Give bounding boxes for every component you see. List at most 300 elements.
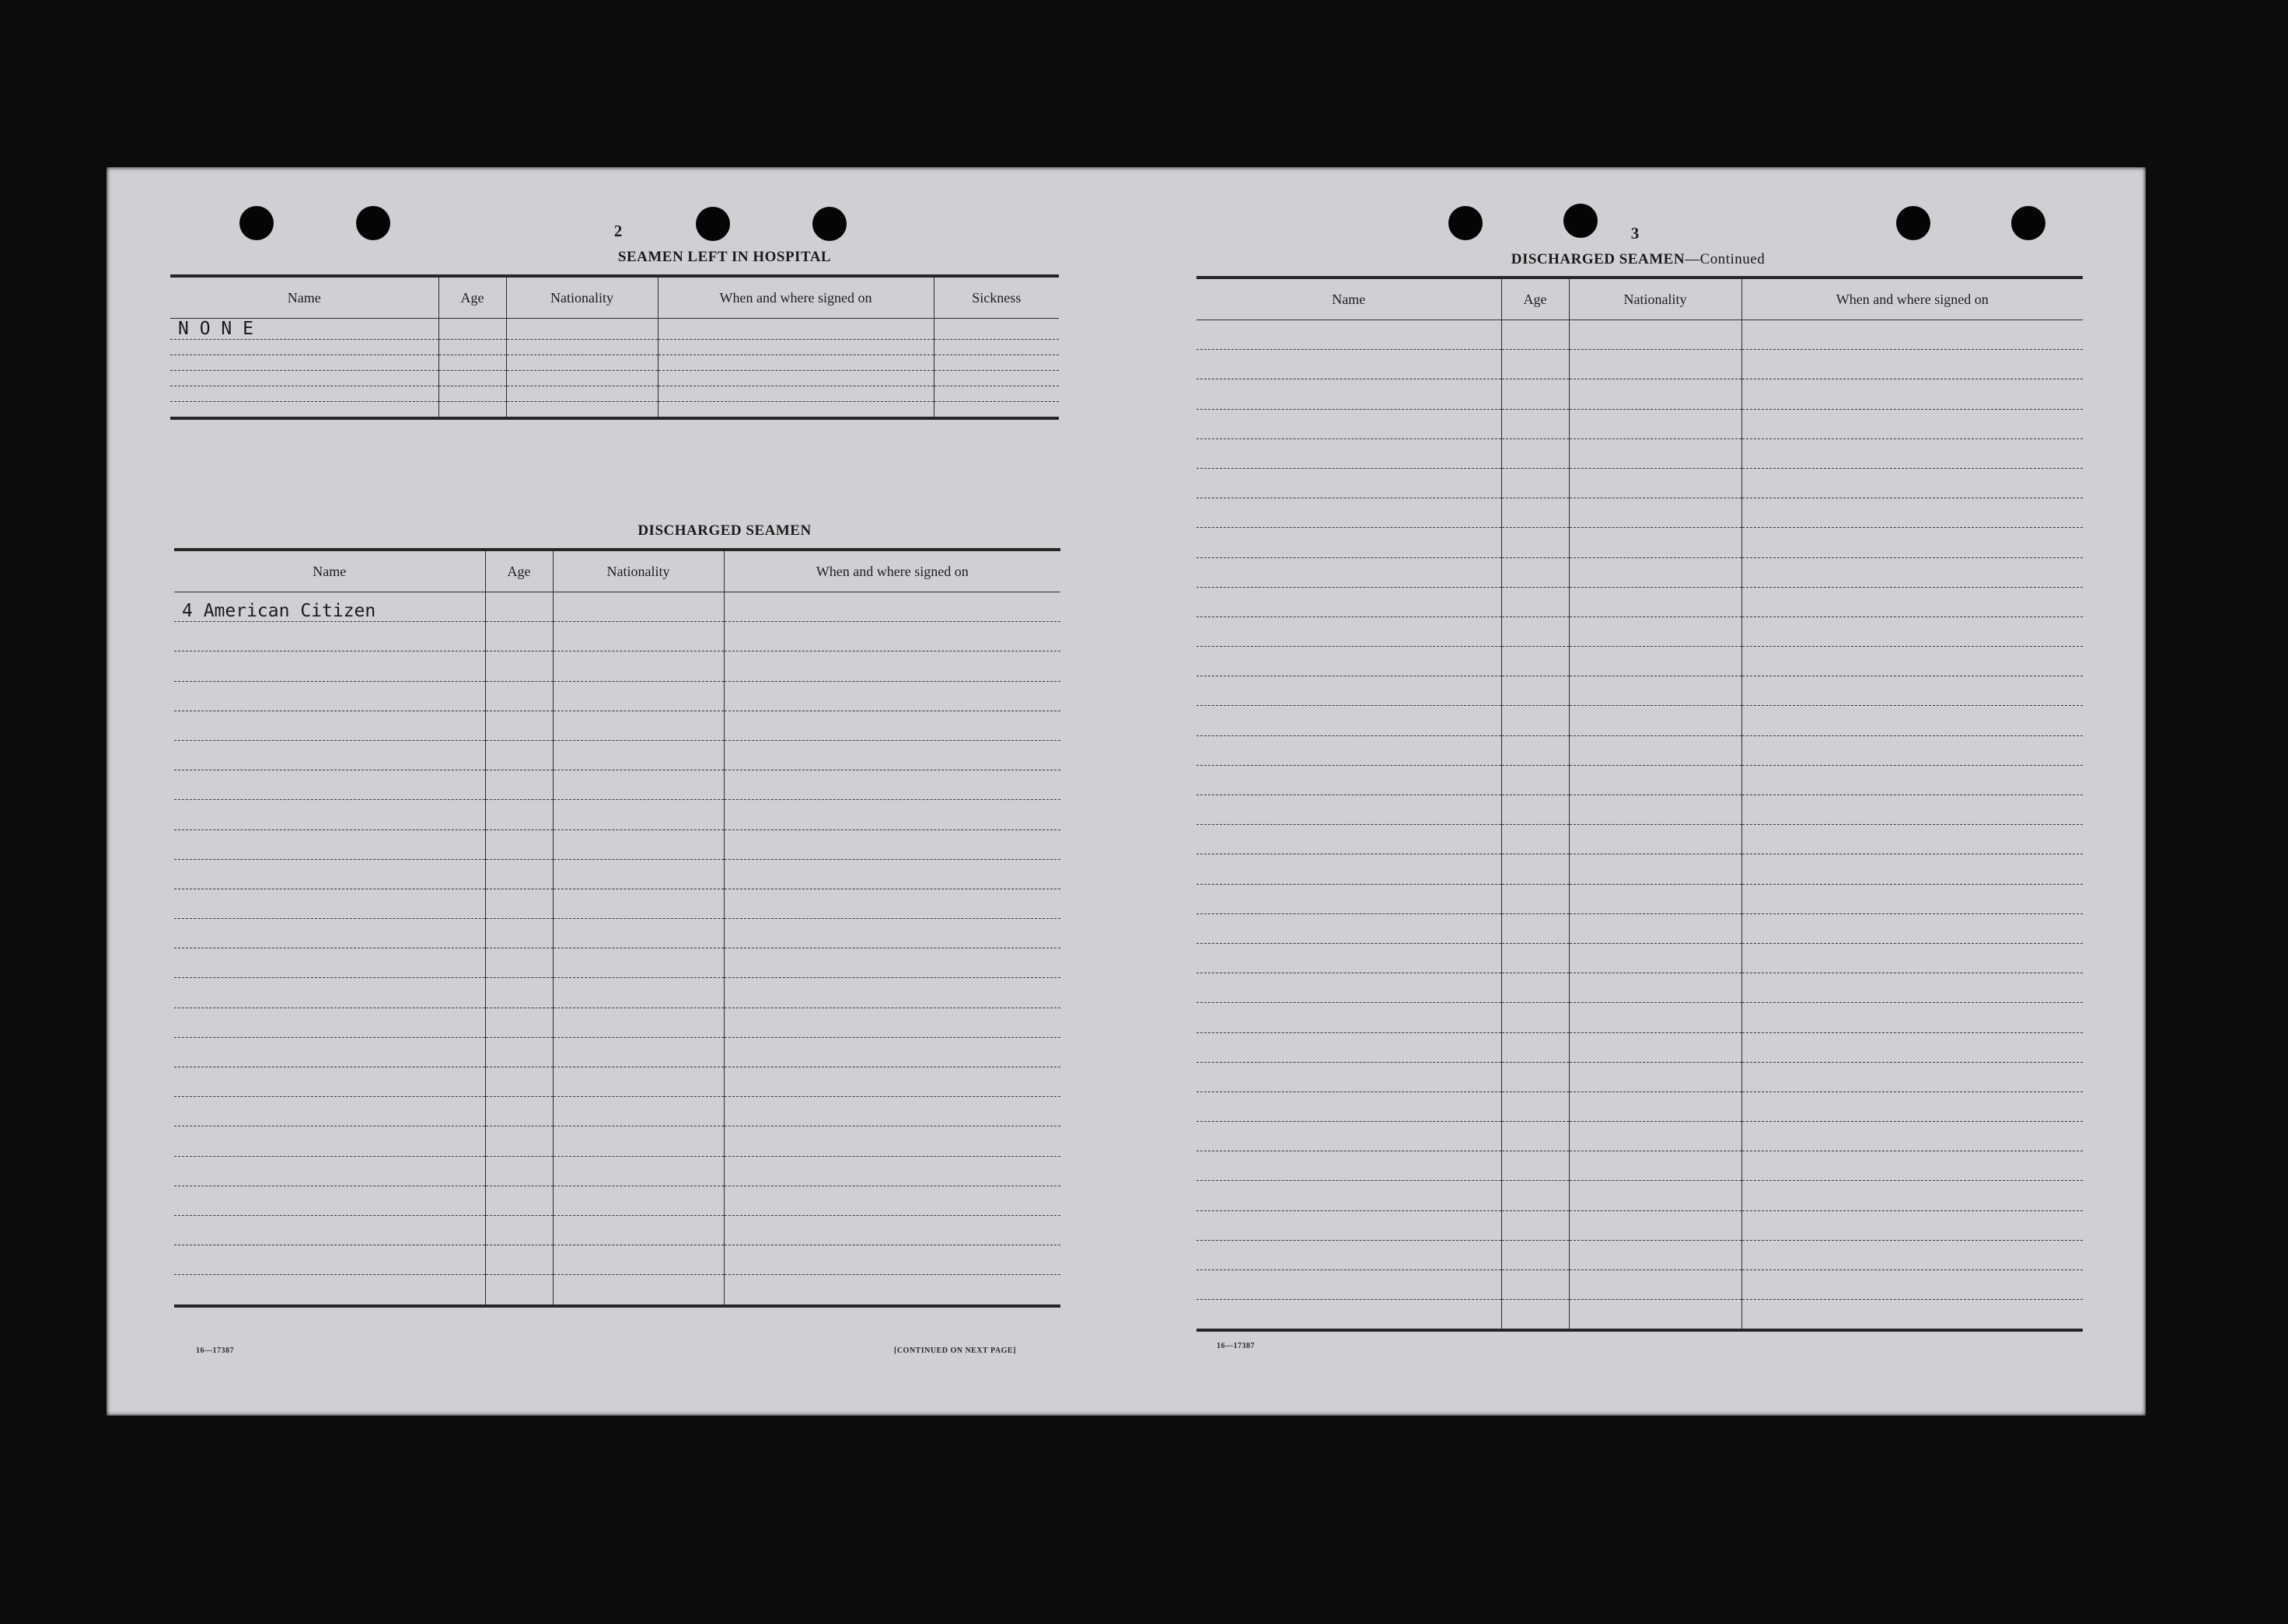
table-cell: [174, 1275, 485, 1304]
table-cell: [1196, 1003, 1501, 1032]
table-row: [174, 1275, 1060, 1304]
table-row: [1196, 498, 2083, 528]
table-row: [1196, 468, 2083, 498]
table-cell: [724, 859, 1060, 889]
table-cell: [724, 681, 1060, 711]
table-cell: [174, 681, 485, 711]
table-row: [174, 622, 1060, 651]
table-row: [170, 402, 1059, 417]
table-cell: [1569, 735, 1741, 765]
table-cell: [1501, 1062, 1569, 1091]
discharged-rows: [174, 592, 1060, 1305]
table-row: [1196, 676, 2083, 706]
table-row: [170, 371, 1059, 386]
table-cell: [1569, 943, 1741, 973]
table-cell: [1196, 350, 1501, 379]
discharged-col-age: Age: [485, 551, 553, 592]
table-cell: [1569, 498, 1741, 528]
table-cell: [174, 711, 485, 740]
discharged-col-name: Name: [174, 551, 485, 592]
table-cell: [485, 978, 553, 1008]
page-number-left: 2: [613, 222, 623, 240]
table-row: [174, 800, 1060, 829]
table-cell: [1741, 1270, 2083, 1300]
table-cell: [1501, 913, 1569, 943]
table-cell: [1501, 1240, 1569, 1270]
discharged-section-title: DISCHARGED SEAMEN: [637, 522, 812, 539]
table-cell: [170, 340, 438, 355]
table-cell: [1501, 795, 1569, 825]
table-row: [174, 948, 1060, 978]
table-row: [1196, 409, 2083, 438]
table-row: [1196, 765, 2083, 795]
table-cell: [724, 1186, 1060, 1215]
table-cell: [1196, 1032, 1501, 1062]
table-cell: [1741, 1032, 2083, 1062]
form-code-left: 16—17387: [196, 1346, 234, 1355]
hospital-rows: [170, 319, 1059, 417]
table-row: [174, 978, 1060, 1008]
table-cell: [1501, 616, 1569, 646]
table-row: [1196, 379, 2083, 409]
continued-rows: [1196, 320, 2083, 1329]
table-cell: [1196, 706, 1501, 735]
table-cell: [1196, 1122, 1501, 1151]
table-cell: [174, 1215, 485, 1245]
table-row: [174, 919, 1060, 948]
table-row: [170, 319, 1059, 340]
table-cell: [485, 829, 553, 859]
hospital-col-signed-on: When and where signed on: [658, 278, 934, 319]
table-cell: [1569, 1210, 1741, 1240]
table-cell: [485, 1008, 553, 1037]
table-row: [1196, 1270, 2083, 1300]
table-cell: [1501, 943, 1569, 973]
table-row: [1196, 706, 2083, 735]
table-cell: [934, 402, 1059, 417]
table-cell: [170, 402, 438, 417]
table-cell: [485, 1126, 553, 1156]
table-cell: [1196, 913, 1501, 943]
table-cell: [1501, 1122, 1569, 1151]
table-cell: [724, 978, 1060, 1008]
table-cell: [1569, 1181, 1741, 1210]
table-cell: [1741, 379, 2083, 409]
table-cell: [438, 355, 506, 371]
table-row: [1196, 557, 2083, 587]
table-cell: [724, 651, 1060, 681]
table-cell: [1569, 1032, 1741, 1062]
table-cell: [658, 371, 934, 386]
table-cell: [1501, 735, 1569, 765]
table-row: [1196, 1300, 2083, 1329]
table-cell: [1501, 1210, 1569, 1240]
table-cell: [724, 1097, 1060, 1126]
table-row: [174, 889, 1060, 918]
table-cell: [553, 1097, 724, 1126]
table-row: [1196, 884, 2083, 913]
table-cell: [1196, 735, 1501, 765]
table-cell: [1569, 854, 1741, 884]
table-cell: [1569, 557, 1741, 587]
table-cell: [174, 978, 485, 1008]
table-cell: [724, 1215, 1060, 1245]
table-cell: [1741, 973, 2083, 1003]
table-cell: [1501, 973, 1569, 1003]
table-cell: [174, 919, 485, 948]
hospital-col-age: Age: [438, 278, 506, 319]
table-cell: [553, 1156, 724, 1186]
table-cell: [553, 1008, 724, 1037]
table-cell: [485, 651, 553, 681]
table-cell: [553, 681, 724, 711]
table-cell: [1196, 825, 1501, 854]
continued-col-nationality: Nationality: [1569, 279, 1741, 320]
table-cell: [553, 711, 724, 740]
table-cell: [1196, 528, 1501, 557]
table-cell: [485, 1245, 553, 1275]
table-cell: [1501, 1181, 1569, 1210]
table-cell: N O N E: [170, 319, 438, 340]
table-cell: [1501, 676, 1569, 706]
table-cell: [1569, 913, 1741, 943]
table-cell: [1569, 825, 1741, 854]
table-row: [1196, 973, 2083, 1003]
continued-col-name: Name: [1196, 279, 1501, 320]
table-cell: [174, 1186, 485, 1215]
table-cell: [1741, 676, 2083, 706]
table-cell: [724, 711, 1060, 740]
table-cell: [485, 740, 553, 770]
table-cell: [174, 1008, 485, 1037]
table-cell: [1569, 1062, 1741, 1091]
table-cell: [553, 1037, 724, 1067]
table-cell: [1741, 825, 2083, 854]
table-row: [1196, 1032, 2083, 1062]
table-cell: [485, 859, 553, 889]
table-cell: [1741, 320, 2083, 350]
table-cell: [658, 340, 934, 355]
table-cell: [1501, 1270, 1569, 1300]
table-cell: [724, 919, 1060, 948]
table-row: [174, 1126, 1060, 1156]
table-cell: [553, 592, 724, 622]
table-cell: [1501, 320, 1569, 350]
table-row: [1196, 735, 2083, 765]
table-row: [174, 1067, 1060, 1097]
table-cell: [1196, 884, 1501, 913]
table-cell: [724, 592, 1060, 622]
hospital-section-title: SEAMEN LEFT IN HOSPITAL: [617, 249, 832, 265]
table-cell: [485, 770, 553, 800]
discharged-col-signed-on: When and where signed on: [724, 551, 1060, 592]
table-cell: 4 American Citizen: [174, 592, 485, 622]
table-row: [174, 770, 1060, 800]
table-cell: [1501, 884, 1569, 913]
continued-title-main: DISCHARGED SEAMEN: [1511, 251, 1685, 267]
table-cell: [724, 1275, 1060, 1304]
table-cell: [1569, 676, 1741, 706]
table-cell: [485, 1186, 553, 1215]
table-row: [174, 1156, 1060, 1186]
table-cell: [1501, 854, 1569, 884]
table-row: [1196, 350, 2083, 379]
table-cell: [485, 948, 553, 978]
table-cell: [1741, 795, 2083, 825]
continued-section-title: [1444, 251, 1832, 268]
table-cell: [553, 770, 724, 800]
table-cell: [485, 919, 553, 948]
table-cell: [1741, 1062, 2083, 1091]
table-cell: [438, 319, 506, 340]
table-row: [174, 1245, 1060, 1275]
continued-col-age: Age: [1501, 279, 1569, 320]
table-cell: [485, 1067, 553, 1097]
table-cell: [553, 800, 724, 829]
punch-hole-5: [1448, 206, 1483, 240]
table-cell: [1741, 1181, 2083, 1210]
table-cell: [553, 651, 724, 681]
table-cell: [1196, 1240, 1501, 1270]
table-cell: [1501, 350, 1569, 379]
table-cell: [1741, 468, 2083, 498]
table-cell: [1501, 498, 1569, 528]
table-cell: [1501, 1151, 1569, 1181]
table-cell: [1569, 379, 1741, 409]
punch-hole-7: [1896, 206, 1930, 240]
table-cell: [174, 1097, 485, 1126]
hospital-col-name: Name: [170, 278, 438, 319]
table-cell: [174, 622, 485, 651]
table-cell: [1569, 1240, 1741, 1270]
table-cell: [438, 386, 506, 402]
table-cell: [1741, 1122, 2083, 1151]
table-cell: [1501, 468, 1569, 498]
table-cell: [553, 1275, 724, 1304]
table-cell: [1501, 409, 1569, 438]
continued-title-suffix: —Continued: [1685, 251, 1766, 267]
table-cell: [1196, 1210, 1501, 1240]
table-row: [174, 681, 1060, 711]
table-row: [1196, 825, 2083, 854]
table-cell: [485, 1275, 553, 1304]
table-cell: [1501, 1091, 1569, 1121]
table-cell: [1741, 913, 2083, 943]
table-cell: [1741, 438, 2083, 468]
table-cell: [1196, 616, 1501, 646]
table-cell: [1196, 379, 1501, 409]
table-cell: [1569, 320, 1741, 350]
table-cell: [1501, 647, 1569, 676]
table-cell: [174, 651, 485, 681]
discharged-table: [174, 548, 1060, 1308]
table-cell: [485, 622, 553, 651]
table-cell: [174, 829, 485, 859]
table-cell: [485, 1037, 553, 1067]
table-row: [174, 711, 1060, 740]
table-cell: [1501, 1032, 1569, 1062]
table-cell: [658, 402, 934, 417]
table-cell: [485, 1097, 553, 1126]
table-cell: [1741, 1300, 2083, 1329]
table-cell: [553, 919, 724, 948]
table-cell: [438, 402, 506, 417]
table-cell: [1741, 498, 2083, 528]
table-cell: [1569, 1122, 1741, 1151]
table-cell: [1569, 1300, 1741, 1329]
table-cell: [1196, 854, 1501, 884]
table-cell: [174, 800, 485, 829]
table-row: [1196, 587, 2083, 616]
table-cell: [934, 340, 1059, 355]
table-row: [1196, 320, 2083, 350]
page-number-right: 3: [1630, 224, 1640, 243]
table-cell: [1569, 1151, 1741, 1181]
table-cell: [1196, 647, 1501, 676]
table-cell: [553, 859, 724, 889]
table-cell: [724, 948, 1060, 978]
table-cell: [1569, 647, 1741, 676]
table-cell: [174, 859, 485, 889]
table-cell: [553, 1067, 724, 1097]
table-cell: [1196, 676, 1501, 706]
table-row: [174, 740, 1060, 770]
table-cell: [724, 1037, 1060, 1067]
table-cell: [1569, 409, 1741, 438]
table-cell: [1741, 409, 2083, 438]
table-cell: [506, 355, 658, 371]
punch-hole-2: [356, 206, 390, 240]
table-row: [174, 1097, 1060, 1126]
table-cell: [506, 371, 658, 386]
table-cell: [1569, 765, 1741, 795]
table-cell: [553, 740, 724, 770]
table-row: [1196, 1003, 2083, 1032]
table-row: [1196, 913, 2083, 943]
table-cell: [1196, 320, 1501, 350]
table-cell: [1741, 1003, 2083, 1032]
table-cell: [1569, 438, 1741, 468]
continued-col-signed-on: When and where signed on: [1741, 279, 2083, 320]
table-row: [1196, 528, 2083, 557]
table-cell: [1741, 706, 2083, 735]
table-cell: [1501, 825, 1569, 854]
table-cell: [1196, 1151, 1501, 1181]
form-sheet: [107, 167, 2146, 1416]
table-cell: [1741, 1151, 2083, 1181]
punch-hole-3: [696, 207, 730, 241]
punch-hole-1: [239, 206, 274, 240]
table-row: [1196, 1210, 2083, 1240]
table-cell: [1196, 795, 1501, 825]
table-cell: [553, 978, 724, 1008]
table-cell: [658, 319, 934, 340]
table-cell: [1569, 795, 1741, 825]
table-cell: [724, 1245, 1060, 1275]
discharged-col-nationality: Nationality: [553, 551, 724, 592]
table-cell: [1741, 943, 2083, 973]
table-cell: [1196, 587, 1501, 616]
table-cell: [934, 371, 1059, 386]
punch-hole-6: [1563, 204, 1598, 238]
table-cell: [1741, 350, 2083, 379]
table-row: [174, 1186, 1060, 1215]
table-cell: [1501, 1300, 1569, 1329]
table-cell: [724, 1067, 1060, 1097]
table-row: [1196, 1151, 2083, 1181]
table-cell: [934, 355, 1059, 371]
table-cell: [1196, 1181, 1501, 1210]
table-row: [1196, 647, 2083, 676]
table-cell: [553, 1186, 724, 1215]
table-row: [174, 592, 1060, 622]
table-row: [1196, 795, 2083, 825]
table-cell: [724, 800, 1060, 829]
table-row: [1196, 854, 2083, 884]
table-cell: [174, 1126, 485, 1156]
table-cell: [934, 386, 1059, 402]
table-cell: [174, 740, 485, 770]
table-row: [174, 829, 1060, 859]
table-cell: [1569, 587, 1741, 616]
table-cell: [1741, 884, 2083, 913]
table-cell: [1569, 1270, 1741, 1300]
table-cell: [553, 1215, 724, 1245]
table-row: [174, 1037, 1060, 1067]
table-cell: [438, 340, 506, 355]
hospital-col-sickness: Sickness: [934, 278, 1059, 319]
table-cell: [1196, 1300, 1501, 1329]
table-cell: [553, 1245, 724, 1275]
table-cell: [174, 1067, 485, 1097]
table-cell: [485, 1156, 553, 1186]
table-row: [1196, 1122, 2083, 1151]
table-cell: [934, 319, 1059, 340]
table-cell: [553, 948, 724, 978]
table-cell: [1196, 1091, 1501, 1121]
table-row: [174, 1008, 1060, 1037]
table-cell: [174, 889, 485, 918]
table-cell: [553, 622, 724, 651]
table-row: [1196, 1062, 2083, 1091]
table-cell: [658, 355, 934, 371]
table-row: [174, 1215, 1060, 1245]
table-cell: [1196, 557, 1501, 587]
table-cell: [1196, 973, 1501, 1003]
table-row: [170, 386, 1059, 402]
table-cell: [1501, 1003, 1569, 1032]
table-row: [170, 355, 1059, 371]
table-cell: [724, 770, 1060, 800]
table-cell: [1741, 854, 2083, 884]
continued-discharged-table: [1196, 276, 2083, 1332]
table-cell: [485, 889, 553, 918]
table-cell: [1741, 765, 2083, 795]
table-cell: [1569, 468, 1741, 498]
table-row: [174, 651, 1060, 681]
table-cell: [1741, 1240, 2083, 1270]
table-cell: [724, 829, 1060, 859]
table-cell: [485, 800, 553, 829]
table-cell: [1741, 1091, 2083, 1121]
table-cell: [1501, 765, 1569, 795]
punch-hole-8: [2011, 206, 2045, 240]
table-cell: [1569, 973, 1741, 1003]
table-cell: [553, 1126, 724, 1156]
table-cell: [485, 681, 553, 711]
table-cell: [1741, 587, 2083, 616]
table-cell: [1501, 379, 1569, 409]
